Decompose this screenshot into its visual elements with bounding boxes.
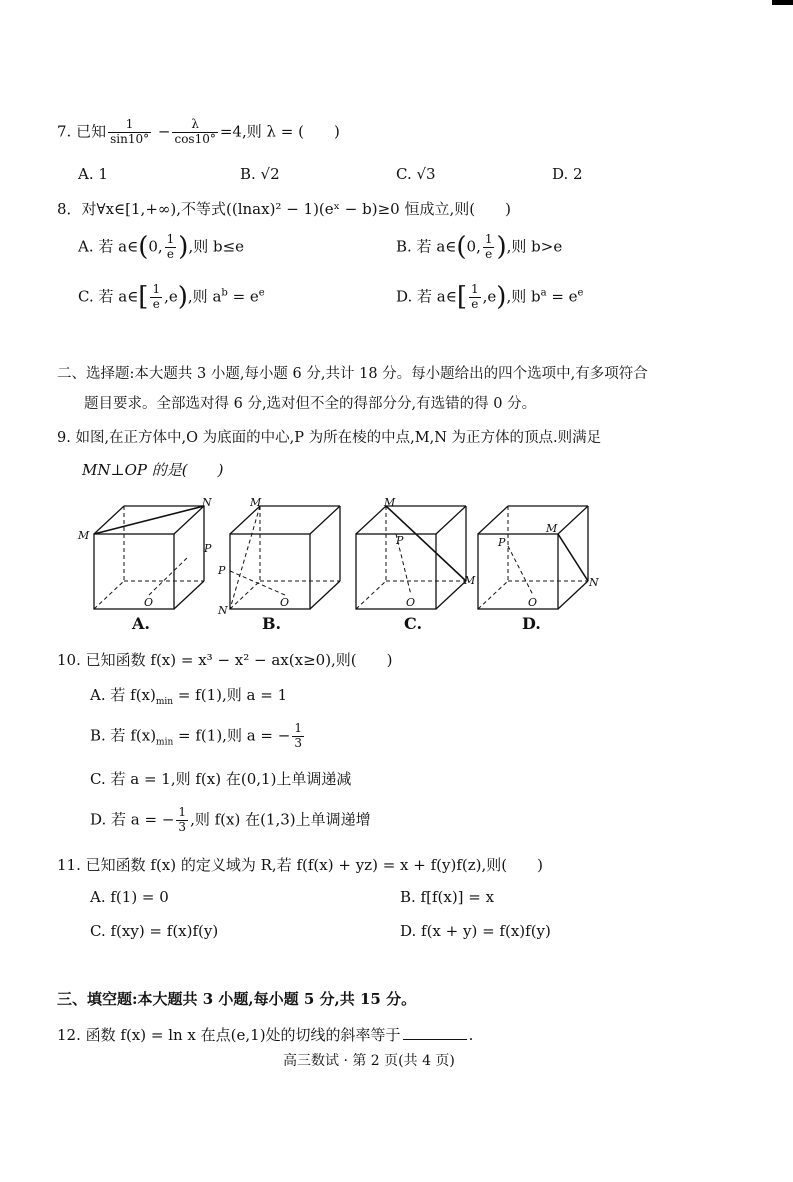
q7-option-c: C. √3	[396, 165, 436, 183]
q9-a-label-p: P	[204, 542, 212, 555]
q9-figure-a	[78, 496, 222, 633]
q9-stem: 9. 如图,在正方体中,O 为底面的中心,P 为所在棱的中点,M,N 为正方体的顶点.则满足	[57, 430, 602, 446]
q9-figure-b	[218, 496, 358, 633]
q11-option-b: B. f[f(x)] = x	[400, 888, 495, 906]
q8-option-b: B. 若 a∈(0, $\frac{1}{e}$ ),则 b>e	[396, 232, 563, 262]
q11-option-c: C. f(xy) = f(x)f(y)	[90, 922, 219, 940]
page-footer: 高三数试 · 第 2 页(共 4 页)	[283, 1053, 455, 1069]
q12-answer-blank[interactable]	[403, 1039, 467, 1040]
q12-stem: 12. 函数 f(x) = ln x 在点(e,1)处的切线的斜率等于 .	[57, 1026, 474, 1044]
q9-c-label-o: O	[406, 596, 416, 609]
q9-d-label-n: N	[589, 576, 599, 589]
q9-b-label-p: P	[218, 564, 226, 577]
q9-b-caption: B.	[262, 614, 282, 633]
q10-option-d: D. 若 a = − $\frac{1}{3}$ ,则 f(x) 在(1,3)上单调递增	[90, 805, 371, 834]
q7-frac-1: $\frac{1}{\sin 10^\circ}$	[110, 117, 150, 146]
q9-d-label-m: M	[546, 522, 558, 535]
q9-figure-c	[344, 496, 484, 633]
q9-a-label-m: M	[78, 529, 90, 542]
section-2-heading: 二、选择题:本大题共 3 小题,每小题 6 分,共计 18 分。每小题给出的四个选项中,有多项符合	[57, 366, 648, 382]
q11-option-a: A. f(1) = 0	[90, 888, 169, 906]
section-3-heading: 三、填空题:本大题共 3 小题,每小题 5 分,共 15 分。	[57, 990, 417, 1008]
q9-c-label-m: M	[464, 574, 476, 587]
q8-option-c: C. 若 a∈[ $\frac{1}{e}$ ,e),则 $a^b = e^e$	[78, 282, 265, 312]
q9-a-caption: A.	[132, 614, 150, 633]
q10-option-a: A. 若 $f(x)_{min} = f(1)$,则 a = 1	[90, 686, 288, 707]
q8-stem: 8．对∀x∈[1,+∞),不等式((lnax)² − 1)(eˣ − b)≥0 恒成立,则( )	[57, 200, 511, 218]
q7-option-d: D. 2	[552, 165, 583, 183]
q9-b-label-o: O	[280, 596, 290, 609]
q9-c-label-n: M	[384, 496, 396, 509]
section-2-heading-cont: 题目要求。全部选对得 6 分,选对但不全的得部分分,有选错的得 0 分。	[84, 396, 537, 412]
q10-stem: 10. 已知函数 f(x) = x³ − x² − ax(x≥0),则( )	[57, 651, 393, 669]
q9-a-label-o: O	[144, 596, 154, 609]
q9-d-label-o: O	[528, 596, 538, 609]
scan-corner-mark	[772, 0, 793, 5]
q7-stem: 7. 已知 $\frac{1}{\sin 10^\circ}$ − $\frac{\lambda}{\cos 10^\circ}$ =4,则 λ = ( )	[57, 117, 340, 146]
q10-option-c: C. 若 a = 1,则 f(x) 在(0,1)上单调递减	[90, 770, 352, 788]
q9-b-label-n: N	[218, 604, 228, 617]
q9-a-label-n: N	[202, 496, 212, 509]
q9-d-label-p: P	[498, 536, 506, 549]
q7-frac-2: $\frac{\lambda}{\cos 10^\circ}$	[174, 117, 216, 146]
q9-stem-cont: MN⊥OP 的是( )	[82, 461, 224, 479]
q7-option-b: B. √2	[240, 165, 280, 183]
q9-c-label-p: P	[396, 534, 404, 547]
q11-option-d: D. f(x + y) = f(x)f(y)	[400, 922, 551, 940]
q9-d-caption: D.	[522, 614, 541, 633]
q9-b-label-m: M	[250, 496, 262, 509]
q7-option-a: A. 1	[78, 165, 108, 183]
q8-option-d: D. 若 a∈[ $\frac{1}{e}$ ,e),则 $b^a = e^e$	[396, 282, 584, 312]
q11-stem: 11. 已知函数 f(x) 的定义域为 R,若 f(f(x) + yz) = x + f(y)f(z),则( )	[57, 856, 543, 874]
q9-figure-d	[466, 496, 606, 633]
q8-option-a: A. 若 a∈(0, $\frac{1}{e}$ ),则 b≤e	[78, 232, 245, 262]
q10-option-b: B. 若 $f(x)_{min} = f(1)$,则 a = − $\frac{1}{3}$	[90, 721, 302, 750]
q9-c-caption: C.	[404, 614, 423, 633]
